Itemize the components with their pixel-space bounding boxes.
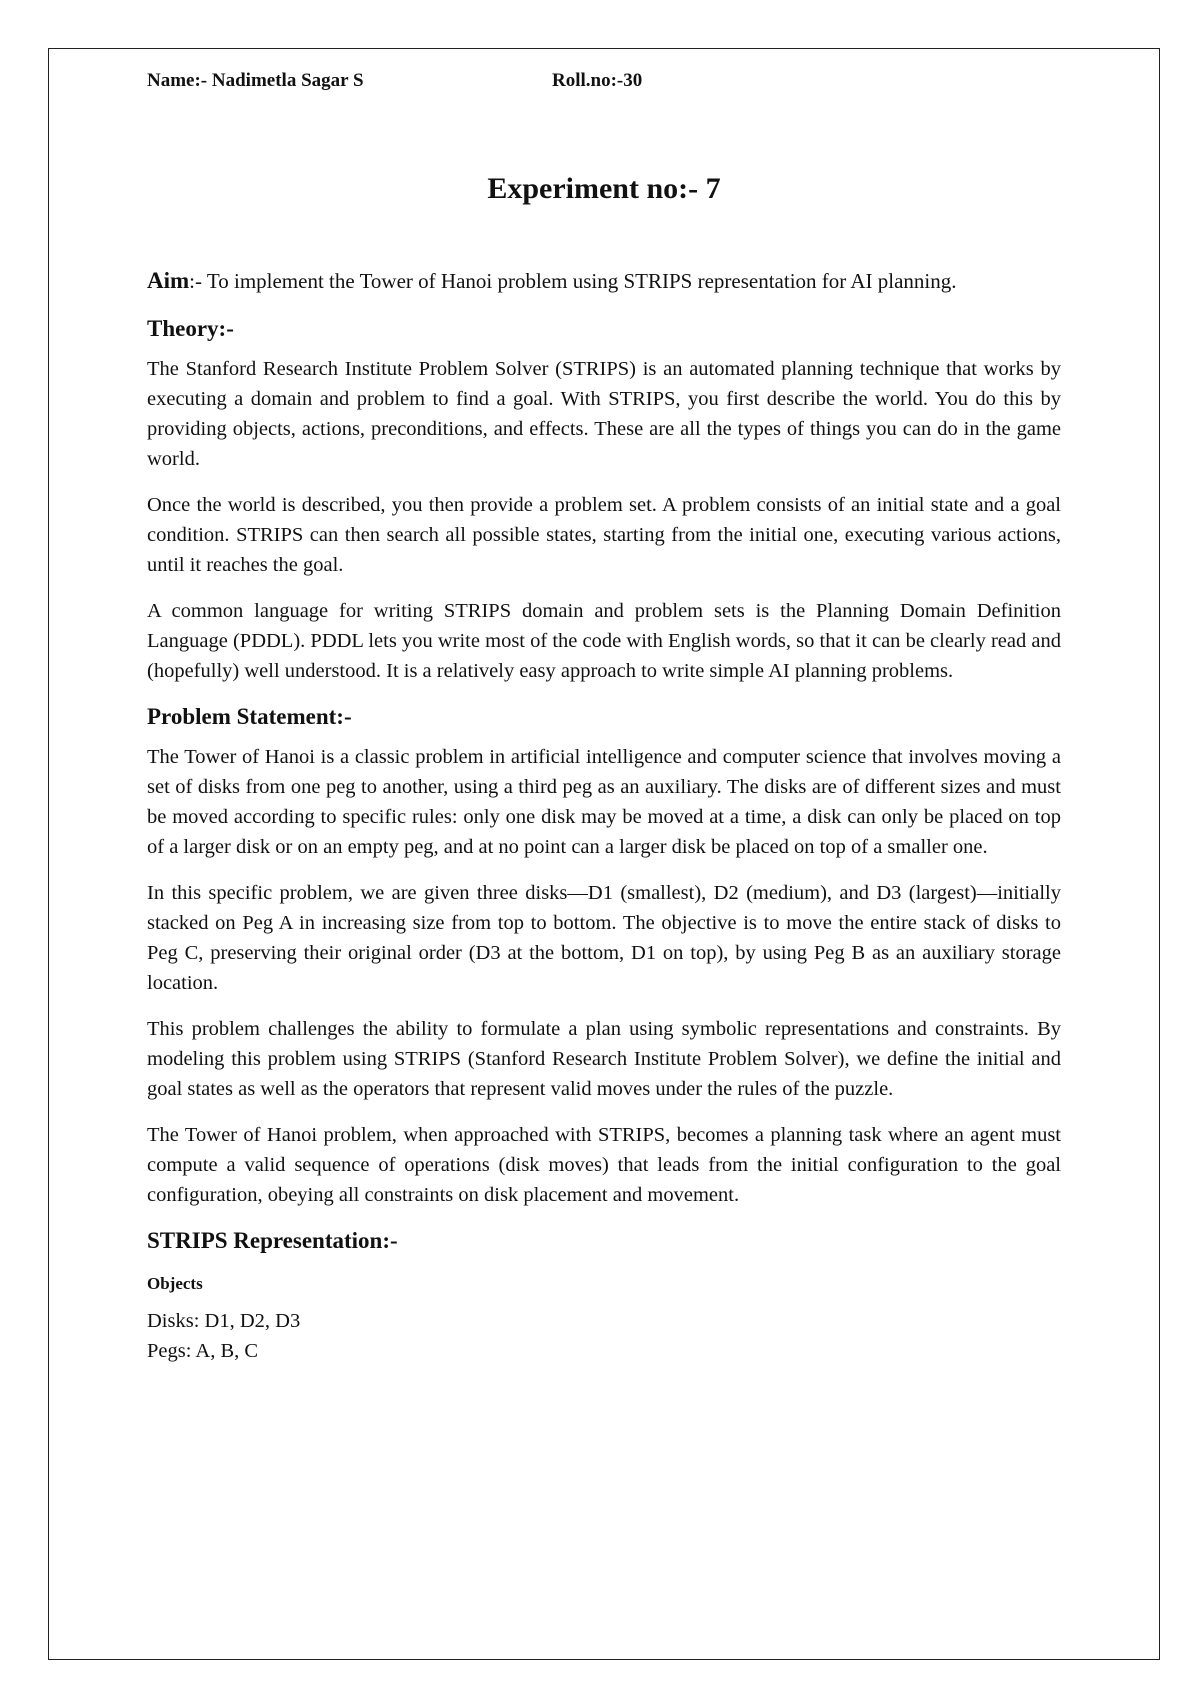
theory-paragraph: A common language for writing STRIPS domain and problem sets is the Planning Domain Definition Language (PDDL). PDDL lets you write most of the code with English words, so that it can be clearly read and (hopefully) well understood. It is a relatively easy approach to write simple AI planning problems. xyxy=(147,600,1061,682)
objects-list xyxy=(147,1306,1061,1366)
strips-heading: STRIPS Representation:- xyxy=(147,1228,398,1253)
objects-heading: Objects xyxy=(147,1274,203,1293)
pegs-line: Pegs: A, B, C xyxy=(147,1340,259,1362)
problem-statement-heading: Problem Statement:- xyxy=(147,704,352,729)
theory-paragraph: Once the world is described, you then provide a problem set. A problem consists of an initial state and a goal condition. STRIPS can then search all possible states, starting from the initial one, executing various actions, until it reaches the goal. xyxy=(147,494,1061,576)
aim-text: :- To implement the Tower of Hanoi problem using STRIPS representation for AI planning. xyxy=(189,269,957,293)
document-content xyxy=(147,70,1061,1366)
aim-label: Aim xyxy=(147,268,190,293)
problem-paragraph: The Tower of Hanoi problem, when approached with STRIPS, becomes a planning task where an agent must compute a valid sequence of operations (disk moves) that leads from the initial configuration to the goal configuration, obeying all constraints on disk placement and movement. xyxy=(147,1124,1061,1206)
problem-paragraph: In this specific problem, we are given three disks—D1 (smallest), D2 (medium), and D3 (largest)—initially stacked on Peg A in increasing size from top to bottom. The objective is to move the entire stack of disks to Peg C, preserving their original order (D3 at the bottom, D1 on top), by using Peg B as an auxiliary storage location. xyxy=(147,882,1061,994)
problem-paragraph: The Tower of Hanoi is a classic problem in artificial intelligence and computer science that involves moving a set of disks from one peg to another, using a third peg as an auxiliary. The disks are of different sizes and must be moved according to specific rules: only one disk may be moved at a time, a disk can only be placed on top of a larger disk or on an empty peg, and at no point can a larger disk be placed on top of a smaller one. xyxy=(147,746,1061,858)
theory-heading: Theory:- xyxy=(147,316,234,341)
roll-number: Roll.no:-30 xyxy=(552,70,643,91)
student-name: Name:- Nadimetla Sagar S xyxy=(147,70,364,91)
header-line xyxy=(147,70,1061,98)
aim-section xyxy=(147,264,1061,298)
disks-line: Disks: D1, D2, D3 xyxy=(147,1310,301,1332)
page-title: Experiment no:- 7 xyxy=(487,172,721,205)
theory-paragraph: The Stanford Research Institute Problem Solver (STRIPS) is an automated planning technique that works by executing a domain and problem to find a goal. With STRIPS, you first describe the world. You do this by providing objects, actions, preconditions, and effects. These are all the types of things you can do in the game world. xyxy=(147,358,1061,470)
problem-paragraph: This problem challenges the ability to formulate a plan using symbolic representations and constraints. By modeling this problem using STRIPS (Stanford Research Institute Problem Solver), we define the initial and goal states as well as the operators that represent valid moves under the rules of the puzzle. xyxy=(147,1018,1061,1100)
